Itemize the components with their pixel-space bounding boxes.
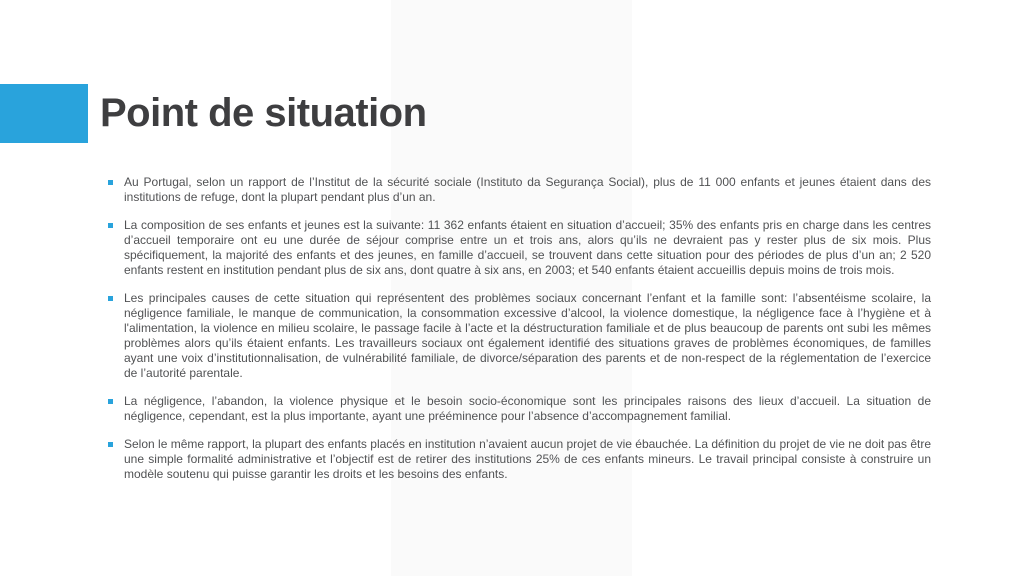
bullet-item	[108, 218, 931, 278]
bullet-text: La négligence, l’abandon, la violence physique et le besoin socio-économique sont les principales raisons des lieux d’accueil. La situation de négligence, cependant, est la plus importante, ayant une prééminence pour l’absence d’accompagnement familial.	[124, 394, 931, 423]
bullet-item	[108, 437, 931, 482]
bullet-text: Selon le même rapport, la plupart des enfants placés en institution n’avaient aucun projet de vie ébauchée. La définition du projet de vie ne doit pas être une simple formalité administrative et l’objectif est de retirer des institutions 25% de ces enfants mineurs. Le travail principal consiste à construire un modèle soutenu qui puisse garantir les droits et les besoins des enfants.	[124, 437, 931, 481]
bullet-square-icon	[108, 442, 113, 447]
title-accent-bar	[0, 84, 88, 143]
bullet-list	[108, 175, 931, 495]
bullet-item	[108, 394, 931, 424]
bullet-text: Au Portugal, selon un rapport de l’Institut de la sécurité sociale (Instituto da Segurança Social), plus de 11 000 enfants et jeunes étaient dans des institutions de refuge, dont la plupart pendant plus d’un an.	[124, 175, 931, 204]
bullet-square-icon	[108, 223, 113, 228]
bullet-text: Les principales causes de cette situation qui représentent des problèmes sociaux concernant l’enfant et la famille sont: l’absentéisme scolaire, la négligence familiale, le manque de communication, la consommation excessive d’alcool, la violence domestique, la négligence face à l’hygiène et à l'alimentation, la violence en milieu scolaire, le passage facile à l’acte et la déstructuration familiale et de plus beaucoup de parents ont subi les mêmes problèmes alors qu’ils étaient enfants. Les travailleurs sociaux ont également identifié des situations graves de problèmes économiques, de familles ayant une voix d’institutionnalisation, de vulnérabilité familiale, de divorce/séparation des parents et de non-respect de la réglementation de l’exercice de l’autorité parentale.	[124, 291, 931, 380]
bullet-item	[108, 175, 931, 205]
bullet-square-icon	[108, 296, 113, 301]
slide-title: Point de situation	[100, 91, 427, 135]
bullet-square-icon	[108, 399, 113, 404]
bullet-square-icon	[108, 180, 113, 185]
bullet-text: La composition de ses enfants et jeunes est la suivante: 11 362 enfants étaient en situation d’accueil; 35% des enfants pris en charge dans les centres d’accueil temporaire ont eu une durée de séjour comprise entre un et trois ans, alors qu’ils ne devraient pas y rester plus de six mois. Plus spécifiquement, la majorité des enfants et des jeunes, en famille d’accueil, se trouvent dans cette situation pour des périodes de plus d’un an; 2 520 enfants restent en institution pendant plus de six ans, dont quatre à six ans, en 2003; et 540 enfants étaient accueillis depuis moins de trois mois.	[124, 218, 931, 277]
bullet-item	[108, 291, 931, 381]
